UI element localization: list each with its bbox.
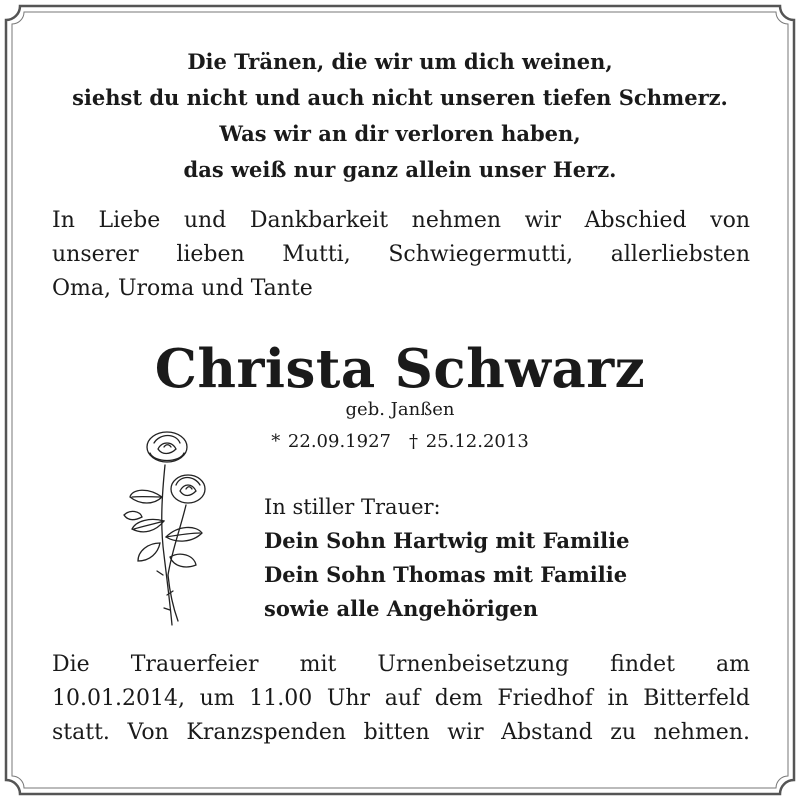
funeral-notice xyxy=(52,648,750,750)
footer-line: 10.01.2014, um 11.00 Uhr auf dem Friedhof in Bitterfeld xyxy=(52,686,750,711)
death-date: † 25.12.2013 xyxy=(409,431,529,452)
birth-name: geb. Janßen xyxy=(345,399,455,420)
poem-line: Was wir an dir verloren haben, xyxy=(219,121,581,146)
mourner-line: Dein Sohn Thomas mit Familie xyxy=(264,562,628,587)
mourner-line: sowie alle Angehörigen xyxy=(264,596,539,621)
rose-icon xyxy=(110,425,220,630)
footer-line: Die Trauerfeier mit Urnenbeisetzung findet am xyxy=(52,652,750,677)
poem-line: siehst du nicht und auch nicht unseren tiefen Schmerz. xyxy=(72,85,728,110)
deceased-name: Christa Schwarz xyxy=(154,338,646,400)
footer-line: statt. Von Kranzspenden bitten wir Abstand zu nehmen. xyxy=(52,720,750,745)
intro-line: Oma, Uroma und Tante xyxy=(52,276,313,301)
intro-line: In Liebe und Dankbarkeit nehmen wir Abschied von xyxy=(52,208,750,233)
poem-line: Die Tränen, die wir um dich weinen, xyxy=(187,49,613,74)
mourners-block xyxy=(264,490,630,626)
intro-line: unserer lieben Mutti, Schwiegermutti, allerliebsten xyxy=(52,242,750,267)
poem-verse xyxy=(30,44,770,188)
mourners-heading: In stiller Trauer: xyxy=(264,495,441,519)
birth-date: * 22.09.1927 xyxy=(271,431,391,452)
farewell-intro xyxy=(52,204,750,306)
poem-line: das weiß nur ganz allein unser Herz. xyxy=(183,157,617,182)
mourner-line: Dein Sohn Hartwig mit Familie xyxy=(264,528,630,553)
